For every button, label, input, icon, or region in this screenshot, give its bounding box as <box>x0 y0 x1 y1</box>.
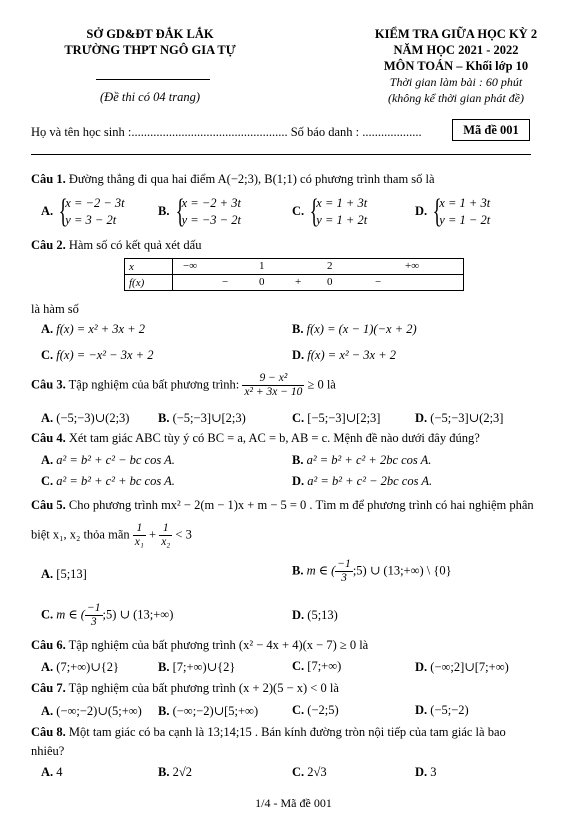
q4-option-c <box>41 474 175 489</box>
option-letter: B. <box>158 660 170 674</box>
q5-option-b <box>292 558 452 585</box>
q6-option-b <box>158 659 235 675</box>
question-text: Một tam giác có ba cạnh là 13;14;15 . Bán kính đường tròn nội tiếp của tam giác là bao <box>68 725 506 739</box>
exam-code-box: Mã đề 001 <box>452 119 530 141</box>
question-7 <box>31 681 339 696</box>
option-text: [7;+∞) <box>307 659 342 673</box>
question-label: Câu 3. <box>31 377 66 392</box>
option-text: (−5;−3]∪[2;3) <box>172 411 246 425</box>
equation-system <box>173 195 241 229</box>
fraction <box>159 522 172 549</box>
option-letter: D. <box>292 474 305 488</box>
fraction-numerator: −1 <box>337 558 351 570</box>
option-letter: B. <box>158 765 170 779</box>
option-text: f(x) = x² − 3x + 2 <box>307 348 397 362</box>
fraction-denominator: x₁ <box>134 536 144 548</box>
q2-option-c <box>41 348 153 363</box>
option-letter: D. <box>415 411 428 425</box>
option-letter: B. <box>292 453 304 467</box>
option-text: [−5;−3]∪[2;3] <box>307 411 381 425</box>
table-cell: 2 <box>327 259 333 272</box>
option-letter: B. <box>158 411 170 425</box>
option-text: ;5) ∪ (13;+∞) <box>102 607 174 622</box>
option-letter: C. <box>292 703 305 717</box>
sign-table-head: f(x) <box>125 275 173 291</box>
option-letter: C. <box>292 203 305 218</box>
system-line: { x = 1 + 3t <box>439 196 491 210</box>
question-label: Câu 7. <box>31 681 66 695</box>
option-text: [7;+∞)∪{2} <box>172 660 236 674</box>
sign-table-head: x <box>125 259 173 275</box>
fraction-numerator: −1 <box>86 602 101 614</box>
q4-option-a <box>41 453 175 468</box>
header-right <box>340 26 572 106</box>
option-text: (−∞;−2)∪(5;+∞) <box>56 704 142 718</box>
fraction-numerator: 1 <box>159 522 172 536</box>
table-cell: − <box>375 275 382 288</box>
header-left <box>40 26 260 58</box>
question-label: Câu 5. <box>31 498 66 512</box>
fraction-denominator: 3 <box>90 616 97 628</box>
equation-system <box>307 195 367 229</box>
option-text: f(x) = x² + 3x + 2 <box>56 322 146 336</box>
question-text: Đường thẳng đi qua hai điểm A(−2;3), B(1;1) có phương trình tham số là <box>68 172 435 186</box>
question-8 <box>31 725 506 740</box>
option-letter: B. <box>158 203 170 218</box>
q5-option-d <box>292 608 338 623</box>
sign-table-row <box>173 259 464 275</box>
option-letter: D. <box>415 703 428 717</box>
option-text: (−5;−3]∪(2;3] <box>430 411 504 425</box>
option-letter: A. <box>41 203 54 218</box>
exam-title: KIỂM TRA GIỮA HỌC KỲ 2 <box>374 27 538 41</box>
q4-option-d <box>292 474 432 489</box>
student-name-label: Họ và tên học sinh :.................................................. <box>31 125 288 139</box>
option-text: f(x) = −x² − 3x + 2 <box>56 348 154 362</box>
question-3 <box>31 372 336 399</box>
equation-system <box>430 195 490 229</box>
option-letter: D. <box>292 608 305 622</box>
fraction-denominator: x² + 3x − 10 <box>244 386 303 398</box>
option-text: (−5;−2) <box>430 703 469 717</box>
school-year: NĂM HỌC 2021 - 2022 <box>393 43 519 57</box>
fraction <box>85 602 103 629</box>
q3-option-a <box>41 410 129 426</box>
option-text: m ∈ ( <box>56 607 85 622</box>
fraction <box>242 372 304 399</box>
page-footer: 1/4 - Mã đề 001 <box>255 796 332 810</box>
pages-note: (Đề thi có 04 trang) <box>100 90 200 104</box>
system-line: { x = 1 + 3t <box>316 196 368 210</box>
question-tail: ≥ 0 là <box>307 377 336 392</box>
option-text: a² = b² + c² − bc cos A. <box>56 453 175 467</box>
q3-option-b <box>158 410 246 426</box>
option-text: m ∈ ( <box>306 563 336 578</box>
q1-option-a <box>41 195 125 229</box>
q7-option-d <box>415 703 469 718</box>
option-text: f(x) = (x − 1)(−x + 2) <box>306 322 417 336</box>
q6-option-c <box>292 659 341 674</box>
question-5-line2: biệt x₁, x₂ thỏa mãn $\frac{1}{\text{x₁}}$ + $\frac{1}{\text{x₂}}$ < 3 <box>31 522 192 548</box>
question-2 <box>31 238 201 253</box>
option-letter: A. <box>41 704 54 718</box>
q1-option-d <box>415 195 490 229</box>
option-text: (−∞;−2)∪[5;+∞) <box>172 704 259 718</box>
option-text: (−5;−3)∪(2;3) <box>56 411 130 425</box>
fraction-numerator: 1 <box>133 522 146 536</box>
question-text: Hàm số có kết quả xét dấu <box>68 238 202 252</box>
option-text: 2√2 <box>172 765 192 779</box>
question-label: Câu 8. <box>31 725 66 739</box>
fraction-numerator: 9 − x² <box>242 372 304 386</box>
subject: MÔN TOÁN – Khối lớp 10 <box>383 59 529 73</box>
table-cell: 1 <box>259 259 265 272</box>
question-text: Xét tam giác ABC tùy ý có BC = a, AC = b, AB = c. Mệnh đề nào dưới đây đúng? <box>68 431 480 445</box>
question-8-line2: nhiêu? <box>31 744 65 758</box>
option-text: ;5) ∪ (13;+∞) \ {0} <box>352 563 452 578</box>
option-letter: A. <box>41 453 54 467</box>
question-2-after: là hàm số <box>31 302 79 316</box>
q2-option-d <box>292 348 396 363</box>
q1-option-c <box>292 195 367 229</box>
q7-option-c <box>292 703 339 718</box>
fraction-denominator: x₂ <box>161 536 171 548</box>
question-1 <box>31 172 435 187</box>
option-letter: C. <box>41 474 54 488</box>
question-text: Tập nghiệm của bất phương trình (x² − 4x + 4)(x − 7) ≥ 0 là <box>68 638 369 652</box>
sign-table-row <box>173 275 464 291</box>
q3-option-c <box>292 410 380 426</box>
option-letter: B. <box>292 563 304 578</box>
table-cell: + <box>295 275 302 288</box>
q8-option-c <box>292 765 327 780</box>
duration-note: (không kể thời gian phát đề) <box>387 91 525 105</box>
option-letter: C. <box>41 348 54 362</box>
table-cell: 0 <box>259 275 265 288</box>
option-text: 2√3 <box>307 765 327 779</box>
system-line: y = 3 − 2t <box>65 213 117 227</box>
option-letter: C. <box>292 765 305 779</box>
option-letter: C. <box>292 411 305 425</box>
q7-option-a <box>41 703 142 719</box>
question-label: Câu 4. <box>31 431 66 445</box>
sign-table <box>124 258 464 291</box>
option-letter: A. <box>41 567 54 581</box>
q2-option-b <box>292 322 417 337</box>
option-letter: B. <box>292 322 304 336</box>
student-info-line <box>31 125 422 140</box>
option-letter: D. <box>415 203 428 218</box>
option-text: a² = b² + c² + bc cos A. <box>56 474 175 488</box>
question-text: Tập nghiệm của bất phương trình: <box>68 377 240 392</box>
fraction <box>335 558 353 585</box>
question-label: Câu 1. <box>31 172 66 186</box>
option-letter: C. <box>41 607 54 622</box>
table-cell: −∞ <box>183 259 198 272</box>
option-text: a² = b² + c² + 2bc cos A. <box>306 453 432 467</box>
q5-option-a <box>41 567 87 582</box>
question-text: Cho phương trình mx² − 2(m − 1)x + m − 5 = 0 . Tìm m để phương trình có hai nghiệm phân <box>68 498 534 512</box>
q5-option-c <box>41 602 173 629</box>
option-letter: D. <box>292 348 305 362</box>
q6-option-d <box>415 659 509 675</box>
table-cell: +∞ <box>405 259 420 272</box>
system-line: { x = −2 − 3t <box>65 196 125 210</box>
option-text: (−∞;2]∪[7;+∞) <box>430 660 509 674</box>
option-letter: A. <box>41 411 54 425</box>
q8-option-b <box>158 765 192 780</box>
question-tail: < 3 <box>175 527 192 542</box>
school-name: TRƯỜNG THPT NGÔ GIA TỰ <box>64 43 236 57</box>
q2-option-a <box>41 322 145 337</box>
option-text: 3 <box>430 765 437 779</box>
system-line: y = 1 + 2t <box>316 213 368 227</box>
option-text: (5;13) <box>307 608 338 622</box>
table-cell: 0 <box>327 275 333 288</box>
option-letter: D. <box>415 660 428 674</box>
option-letter: A. <box>41 322 54 336</box>
q7-option-b <box>158 703 258 719</box>
q6-option-a <box>41 659 119 675</box>
option-text: 4 <box>56 765 63 779</box>
question-text: biệt x₁, x₂ thỏa mãn <box>31 527 130 542</box>
option-letter: A. <box>41 660 54 674</box>
header-rule <box>31 154 531 155</box>
q8-option-d <box>415 765 437 780</box>
equation-system <box>56 195 124 229</box>
option-text: [5;13] <box>56 567 87 581</box>
table-cell: − <box>222 275 229 288</box>
option-letter: B. <box>158 704 170 718</box>
question-text: Tập nghiệm của bất phương trình (x + 2)(5 − x) < 0 là <box>68 681 339 695</box>
q3-option-d <box>415 410 503 426</box>
duration: Thời gian làm bài : 60 phút <box>389 75 523 89</box>
option-letter: C. <box>292 659 305 673</box>
fraction <box>133 522 146 549</box>
system-line: y = 1 − 2t <box>439 213 491 227</box>
option-text: (7;+∞)∪{2} <box>56 660 120 674</box>
header-divider <box>96 79 210 80</box>
option-text: a² = b² + c² − 2bc cos A. <box>307 474 433 488</box>
question-label: Câu 2. <box>31 238 66 252</box>
option-letter: D. <box>415 765 428 779</box>
system-line: y = −3 − 2t <box>181 213 241 227</box>
option-letter: A. <box>41 765 54 779</box>
option-text: (−2;5) <box>307 703 339 717</box>
question-label: Câu 6. <box>31 638 66 652</box>
fraction-denominator: 3 <box>341 572 347 584</box>
question-4 <box>31 431 480 446</box>
student-id-label: Số báo danh : ................... <box>290 125 422 139</box>
q4-option-b <box>292 453 431 468</box>
system-line: { x = −2 + 3t <box>181 196 241 210</box>
department-name: SỞ GD&ĐT ĐẮK LẮK <box>86 27 214 41</box>
question-6 <box>31 638 368 653</box>
question-5 <box>31 498 534 513</box>
q8-option-a <box>41 765 63 780</box>
q1-option-b <box>158 195 241 229</box>
